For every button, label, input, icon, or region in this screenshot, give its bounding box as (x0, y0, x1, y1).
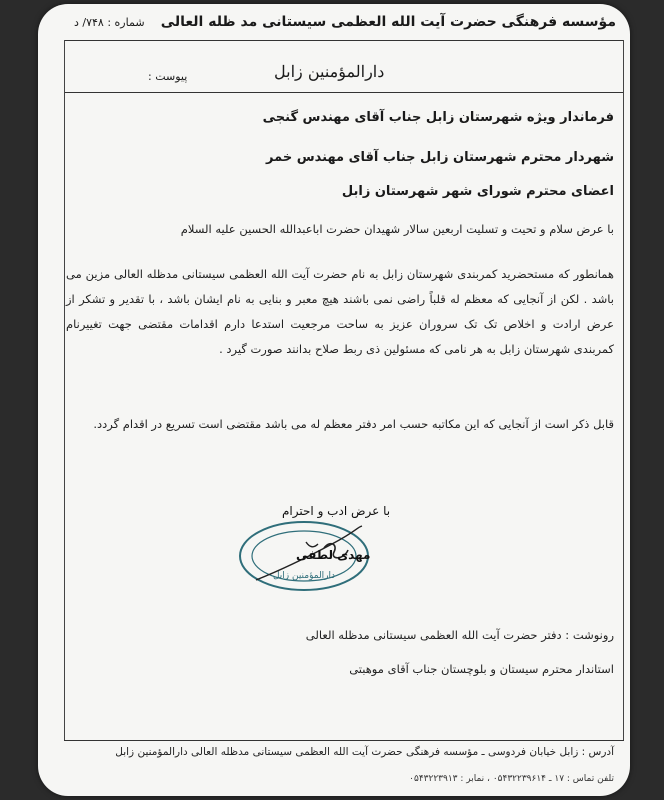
letter-frame (64, 4, 624, 796)
cc-office: رونوشت : دفتر حضرت آیت الله العظمی سیستانی مدظله العالی (305, 628, 614, 642)
right-border (623, 40, 624, 740)
institute-name: مؤسسه فرهنگی حضرت آیت الله العظمی سیستانی مد ظله العالی (160, 14, 616, 30)
title-rule (64, 92, 624, 93)
footer-contact: تلفن تماس : ۱۷ ـ ۰۵۴۳۲۲۳۹۶۱۴ ، نمابر : ۰۵۴۳۲۲۳۹۱۳ (409, 774, 614, 784)
city-title: دارالمؤمنین زابل (274, 62, 385, 81)
greeting: با عرض سلام و تحیت و تسلیت اربعین سالار شهیدان حضرت اباعبدالله الحسین علیه السلام (180, 222, 614, 236)
addressee-governor: فرماندار ویژه شهرستان زابل جناب آقای مهندس گنجی (262, 110, 614, 125)
attachment-label: پیوست : (148, 70, 188, 83)
signatory-name: مهدی لطفی (296, 548, 371, 562)
footer-rule (64, 740, 624, 741)
body-paragraph-2: قابل ذکر است از آنجایی که این مکاتبه حسب امر دفتر معظم له می باشد مقتضی است تسریع در اقدام گردد. (93, 417, 614, 431)
header-rule (64, 40, 624, 41)
addressee-council: اعضای محترم شورای شهر شهرستان زابل (341, 184, 614, 199)
left-border (64, 40, 65, 740)
footer-address: آدرس : زابل خیابان فردوسی ـ مؤسسه فرهنگی حضرت آیت الله العظمی سیستانی مدظله العالی دارالمؤمنین زابل (115, 746, 614, 758)
letter-number: شماره : ۷۴۸/ د (74, 16, 145, 29)
letter-sheet (38, 4, 630, 796)
closing-line: با عرض ادب و احترام (282, 504, 391, 518)
cc-governor: استاندار محترم سیستان و بلوچستان جناب آقای موهبتی (349, 662, 614, 676)
body-paragraph-1: همانطور که مستحضرید کمربندی شهرستان زابل به نام حضرت آیت الله العظمی سیستانی مدظله العالی مزین می باشد . لکن از آنجایی که معظم له قلباً راضی نمی باشند هیچ معبر و بنایی به نام ایشان باشد ، با تقدیر و تشکر از عرض ارادت و اخلاص تک تک سروران عزیز به ساحت مرجعیت استدعا دارم اقدامات مقتضی جهت تغییرنام کمربندی شهرستان زابل به هر نامی که مسئولین ذی ربط صلاح بدانند صورت گیرد . (66, 267, 614, 356)
seal-text: دارالمؤمنین زابل (272, 571, 336, 581)
addressee-mayor: شهردار محترم شهرستان زابل جناب آقای مهندس خمر (266, 150, 614, 165)
